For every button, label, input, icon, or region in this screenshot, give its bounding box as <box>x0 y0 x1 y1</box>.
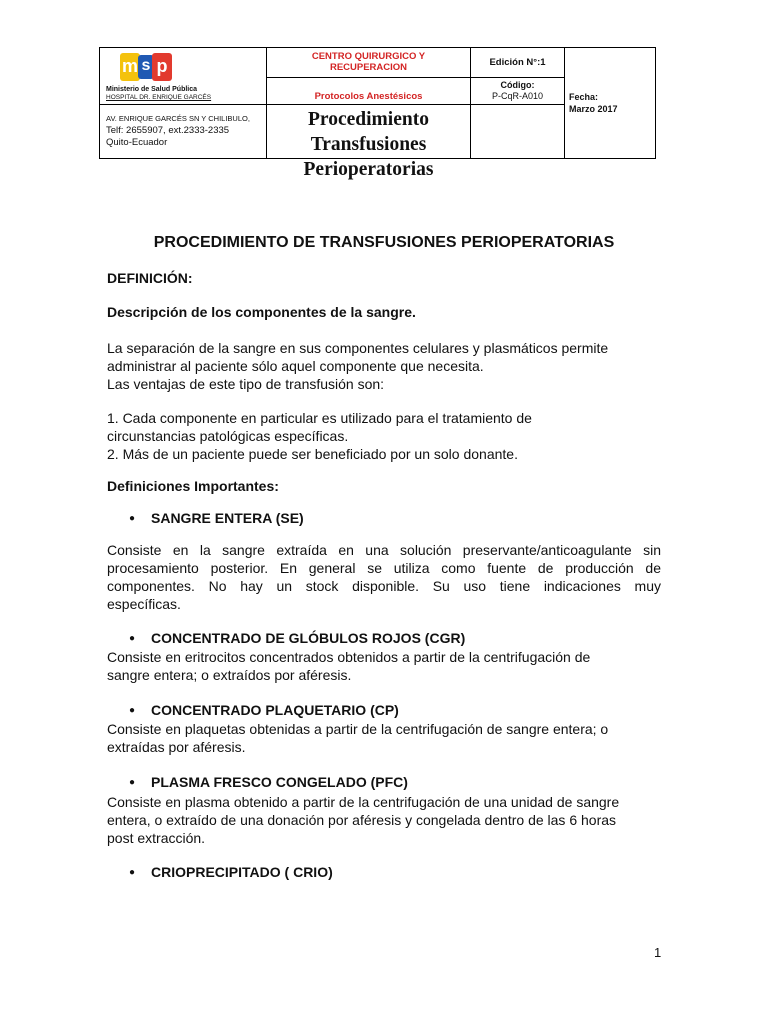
address-line-2: Telf: 2655907, ext.2333-2335 <box>106 125 230 136</box>
logo-letter-p: p <box>152 53 172 81</box>
edition-label: Edición N°:1 <box>489 57 546 68</box>
plasma-text <box>107 793 661 847</box>
logo-cell <box>99 47 267 105</box>
sangre-entera-text <box>107 541 661 613</box>
text-line: Consiste en eritrocitos concentrados obtenidos a partir de la centrifugación de <box>107 649 591 665</box>
text-line: Consiste en la sangre extraída en una solución preservante/anticoagulante sin <box>107 542 661 558</box>
edition-cell <box>470 47 565 78</box>
text-line: específicas. <box>107 596 181 612</box>
plaquetario-text <box>107 720 661 756</box>
text-line: procesamiento posterior. En general se utiliza como fuente de producción de <box>107 560 661 576</box>
title-cell <box>266 104 471 180</box>
header-title-line-2: Perioperatorias <box>303 159 434 180</box>
date-cell <box>564 47 656 159</box>
date-value: Marzo 2017 <box>569 104 618 114</box>
code-value: P-CqR-A010 <box>491 91 544 101</box>
document-header <box>99 47 656 180</box>
hospital-name: HOSPITAL DR. ENRIQUE GARCÉS <box>106 94 212 101</box>
bullet-globulos-rojos <box>129 630 465 646</box>
text-line: Consiste en plaquetas obtenidas a partir de la centrifugación de sangre entera; o <box>107 721 609 737</box>
intro-line-2: administrar al paciente sólo aquel componente que necesita. <box>107 358 484 374</box>
bullet-label: SANGRE ENTERA (SE) <box>151 510 304 526</box>
logo-letter-s: s <box>138 55 154 79</box>
bullet-label: CONCENTRADO PLAQUETARIO (CP) <box>151 702 399 718</box>
empty-cell <box>470 104 565 159</box>
text-line: post extracción. <box>107 830 206 846</box>
bullet-sangre-entera <box>129 510 304 526</box>
address-line-3: Quito-Ecuador <box>106 137 168 148</box>
header-title-line-1: Procedimiento Transfusiones <box>308 109 429 155</box>
intro-line-1: La separación de la sangre en sus componentes celulares y plasmáticos permite <box>107 340 609 356</box>
components-heading: Descripción de los componentes de la sangre. <box>107 304 416 320</box>
msp-logo <box>120 53 172 83</box>
advantage-1-line-1: 1. Cada componente en particular es utilizado para el tratamiento de <box>107 410 532 426</box>
text-line: extraídas por aféresis. <box>107 739 246 755</box>
code-label: Código: <box>500 80 535 90</box>
advantage-1-line-2: circunstancias patológicas específicas. <box>107 428 349 444</box>
ministry-name: Ministerio de Salud Pública <box>106 86 198 93</box>
address-line-1: AV. ENRIQUE GARCÉS SN Y CHILIBULO, <box>106 114 250 123</box>
bullet-icon: ● <box>129 777 136 788</box>
intro-line-3: Las ventajas de este tipo de transfusión son: <box>107 376 385 392</box>
document-title: PROCEDIMIENTO DE TRANSFUSIONES PERIOPERATORIAS <box>153 234 615 251</box>
intro-paragraph <box>107 339 661 393</box>
bullet-icon: ● <box>129 513 136 524</box>
advantage-2: 2. Más de un paciente puede ser beneficiado por un solo donante. <box>107 446 518 462</box>
date-label: Fecha: <box>569 92 599 102</box>
definitions-heading: Definiciones Importantes: <box>107 478 279 494</box>
protocols-label: Protocolos Anestésicos <box>314 91 423 102</box>
bullet-label: CONCENTRADO DE GLÓBULOS ROJOS (CGR) <box>151 630 466 646</box>
advantages-list <box>107 409 661 463</box>
center-name: CENTRO QUIRURGICO Y RECUPERACION <box>311 51 426 73</box>
globulos-rojos-text <box>107 648 661 684</box>
text-line: sangre entera; o extraídos por aféresis. <box>107 667 352 683</box>
bullet-plasma <box>129 774 408 790</box>
code-cell <box>470 77 565 105</box>
logo-letter-m: m <box>120 53 140 81</box>
text-line: componentes. No hay un stock disponible. Su uso tiene indicaciones muy <box>107 578 661 594</box>
definicion-heading: DEFINICIÓN: <box>107 270 193 286</box>
text-line: entera, o extraído de una donación por aféresis y congelada dentro de las 6 horas <box>107 812 617 828</box>
address-cell <box>99 104 267 159</box>
bullet-icon: ● <box>129 633 136 644</box>
bullet-icon: ● <box>129 705 136 716</box>
protocols-cell <box>266 77 471 105</box>
text-line: Consiste en plasma obtenido a partir de la centrifugación de una unidad de sangre <box>107 794 620 810</box>
page-number: 1 <box>654 945 662 960</box>
bullet-label: PLASMA FRESCO CONGELADO (PFC) <box>151 774 408 790</box>
bullet-icon: ● <box>129 867 136 878</box>
center-cell <box>266 47 471 78</box>
bullet-label: CRIOPRECIPITADO ( CRIO) <box>151 864 333 880</box>
bullet-plaquetario <box>129 702 399 718</box>
bullet-crioprecipitado <box>129 864 333 880</box>
